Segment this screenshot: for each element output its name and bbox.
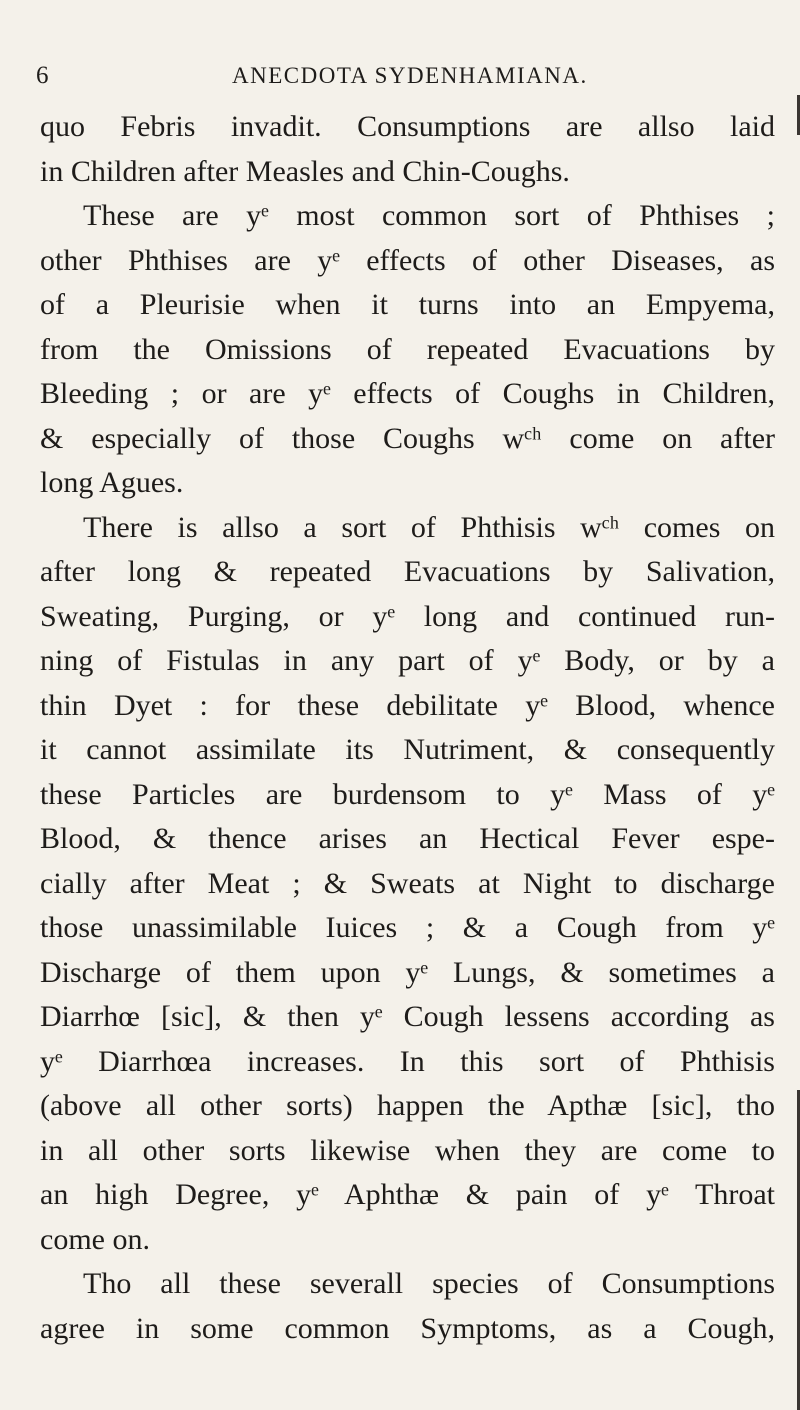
- page-header: [0, 62, 800, 92]
- text-line: long Agues.: [40, 466, 184, 499]
- text-line: Tho all these severall species of Consumptions: [83, 1267, 775, 1300]
- text-line: Diarrhœ [sic], & then yᵉ Cough lessens according as: [40, 1000, 775, 1033]
- text-line: & especially of those Coughs wᶜʰ come on after: [40, 421, 775, 455]
- text-line: There is allso a sort of Phthisis wᶜʰ comes on: [83, 510, 775, 544]
- text-line: agree in some common Symptoms, as a Cough,: [40, 1311, 775, 1345]
- text-line: Blood, & thence arises an Hectical Fever espe-: [40, 822, 775, 855]
- text-line: come on.: [40, 1222, 150, 1256]
- text-line: cially after Meat ; & Sweats at Night to discharge: [40, 866, 775, 900]
- text-line: from the Omissions of repeated Evacuations by: [40, 332, 775, 366]
- body-text: [40, 105, 775, 1351]
- text-line: yᵉ Diarrhœa increases. In this sort of Phthisis: [40, 1044, 775, 1078]
- text-line: after long & repeated Evacuations by Salivation,: [40, 555, 775, 588]
- text-line: it cannot assimilate its Nutriment, & consequently: [40, 733, 775, 766]
- text-line: in Children after Measles and Chin-Coughs.: [40, 154, 570, 188]
- running-head: ANECDOTA SYDENHAMIANA.: [232, 63, 588, 88]
- text-line: these Particles are burdensom to yᵉ Mass of yᵉ: [40, 777, 775, 811]
- text-line: Sweating, Purging, or yᵉ long and continued run-: [40, 599, 775, 633]
- text-line: quo Febris invadit. Consumptions are allso laid: [40, 110, 775, 143]
- text-line: an high Degree, yᵉ Aphthæ & pain of yᵉ Throat: [40, 1178, 775, 1211]
- text-line: These are yᵉ most common sort of Phthises ;: [83, 199, 775, 232]
- text-line: other Phthises are yᵉ effects of other Diseases, as: [40, 243, 775, 277]
- text-line: of a Pleurisie when it turns into an Empyema,: [40, 288, 775, 321]
- text-line: in all other sorts likewise when they are come to: [40, 1133, 775, 1167]
- text-line: ning of Fistulas in any part of yᵉ Body, or by a: [40, 644, 775, 677]
- text-line: those unassimilable Iuices ; & a Cough from yᵉ: [40, 911, 775, 944]
- text-line: Bleeding ; or are yᵉ effects of Coughs in Children,: [40, 377, 775, 410]
- page-number: 6: [36, 62, 49, 89]
- text-line: Discharge of them upon yᵉ Lungs, & sometimes a: [40, 955, 775, 989]
- text-line: thin Dyet : for these debilitate yᵉ Blood, whence: [40, 688, 775, 722]
- text-line: (above all other sorts) happen the Apthæ [sic], tho: [40, 1089, 775, 1122]
